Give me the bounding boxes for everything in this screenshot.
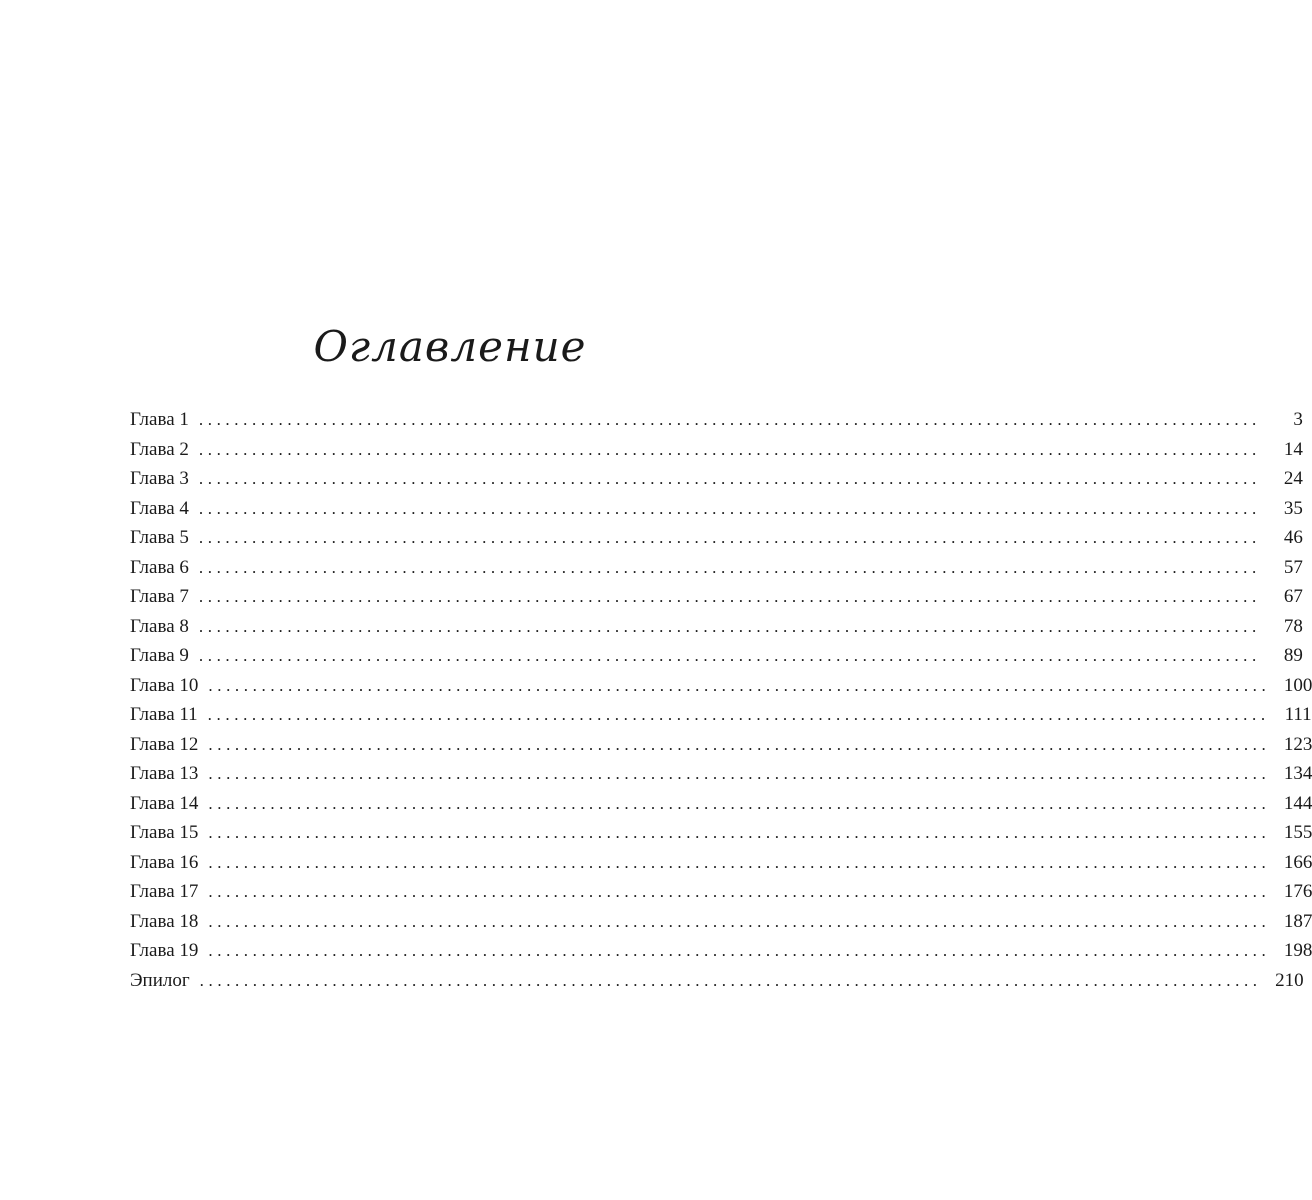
toc-entry-page: 155 xyxy=(1283,822,1312,843)
toc-entry-page: 14 xyxy=(1283,438,1303,460)
toc-leader-dots: ........................................................................................................................ xyxy=(198,439,1261,459)
toc-entry-page: 198 xyxy=(1283,940,1312,961)
toc-entry[interactable] xyxy=(130,966,1304,996)
toc-entry-label: Глава 4 xyxy=(130,497,189,519)
toc-entry-label: Глава 1 xyxy=(130,409,189,430)
toc-entry-label: Эпилог xyxy=(130,969,190,991)
toc-leader-dots: ........................................................................................................................ xyxy=(199,970,1262,990)
toc-leader-dots: ........................................................................................................................ xyxy=(198,528,1261,547)
toc-entry[interactable] xyxy=(130,759,1312,789)
toc-entry-page: 78 xyxy=(1283,615,1303,637)
toc-entry-page: 24 xyxy=(1283,468,1303,489)
toc-entry[interactable] xyxy=(130,435,1303,465)
toc-leader-dots: ........................................................................................................................ xyxy=(208,675,1271,695)
toc-entry-label: Глава 18 xyxy=(130,910,199,932)
toc-entry-label: Глава 16 xyxy=(130,851,199,873)
toc-entry-label: Глава 5 xyxy=(130,527,189,548)
toc-entry-page: 46 xyxy=(1283,527,1303,548)
toc-entry[interactable] xyxy=(130,700,1312,730)
toc-entry-label: Глава 3 xyxy=(130,468,189,489)
toc-entry[interactable] xyxy=(130,582,1303,612)
toc-entry-page: 166 xyxy=(1283,851,1312,873)
toc-entry[interactable] xyxy=(130,405,1303,435)
toc-leader-dots: ........................................................................................................................ xyxy=(198,469,1261,488)
toc-entry-page: 89 xyxy=(1283,645,1303,666)
toc-entry-page: 100 xyxy=(1283,674,1312,696)
toc-leader-dots: ........................................................................................................................ xyxy=(208,764,1271,783)
toc-entry[interactable] xyxy=(130,848,1312,878)
toc-leader-dots: ........................................................................................................................ xyxy=(207,705,1270,724)
toc-entry-label: Глава 10 xyxy=(130,674,199,696)
toc-entry-label: Глава 9 xyxy=(130,645,189,666)
toc-leader-dots: ........................................................................................................................ xyxy=(208,823,1271,842)
toc-entry[interactable] xyxy=(130,523,1303,553)
toc-entry-label: Глава 14 xyxy=(130,792,199,814)
toc-entry-page: 123 xyxy=(1283,733,1312,755)
toc-entry[interactable] xyxy=(130,789,1312,819)
toc-entry-page: 210 xyxy=(1275,969,1304,991)
toc-entry-page: 134 xyxy=(1283,763,1312,784)
toc-entry-label: Глава 7 xyxy=(130,586,189,607)
table-of-contents xyxy=(130,405,1312,995)
toc-leader-dots: ........................................................................................................................ xyxy=(208,882,1271,901)
toc-entry-page: 3 xyxy=(1293,409,1303,430)
toc-entry-label: Глава 2 xyxy=(130,438,189,460)
toc-entry[interactable] xyxy=(130,553,1303,583)
toc-entry-page: 35 xyxy=(1283,497,1303,519)
toc-entry-label: Глава 19 xyxy=(130,940,199,961)
toc-leader-dots: ........................................................................................................................ xyxy=(208,941,1271,960)
toc-entry-page: 57 xyxy=(1283,556,1303,578)
toc-entry[interactable] xyxy=(130,907,1312,937)
toc-entry[interactable] xyxy=(130,464,1303,494)
toc-leader-dots: ........................................................................................................................ xyxy=(198,616,1261,636)
toc-entry[interactable] xyxy=(130,877,1312,907)
toc-entry-label: Глава 17 xyxy=(130,881,199,902)
toc-entry[interactable] xyxy=(130,671,1312,701)
toc-entry[interactable] xyxy=(130,494,1303,524)
toc-entry[interactable] xyxy=(130,730,1312,760)
toc-entry-label: Глава 11 xyxy=(130,704,198,725)
toc-leader-dots: ........................................................................................................................ xyxy=(208,793,1271,813)
page-title: Оглавление xyxy=(313,322,587,371)
toc-leader-dots: ........................................................................................................................ xyxy=(208,734,1271,754)
toc-entry[interactable] xyxy=(130,612,1303,642)
toc-entry[interactable] xyxy=(130,936,1312,966)
toc-leader-dots: ........................................................................................................................ xyxy=(198,646,1261,665)
toc-entry-page: 67 xyxy=(1283,586,1303,607)
toc-entry-label: Глава 15 xyxy=(130,822,199,843)
toc-entry-page: 176 xyxy=(1283,881,1312,902)
toc-entry[interactable] xyxy=(130,641,1303,671)
toc-leader-dots: ........................................................................................................................ xyxy=(208,911,1271,931)
toc-leader-dots: ........................................................................................................................ xyxy=(198,587,1261,606)
toc-leader-dots: ........................................................................................................................ xyxy=(198,557,1261,577)
toc-entry[interactable] xyxy=(130,818,1312,848)
toc-leader-dots: ........................................................................................................................ xyxy=(208,852,1271,872)
toc-entry-label: Глава 8 xyxy=(130,615,189,637)
toc-entry-page: 144 xyxy=(1283,792,1312,814)
toc-entry-page: 111 xyxy=(1284,704,1312,725)
toc-entry-label: Глава 13 xyxy=(130,763,199,784)
toc-leader-dots: ........................................................................................................................ xyxy=(198,410,1261,429)
toc-entry-page: 187 xyxy=(1283,910,1312,932)
toc-leader-dots: ........................................................................................................................ xyxy=(198,498,1261,518)
toc-entry-label: Глава 12 xyxy=(130,733,199,755)
toc-entry-label: Глава 6 xyxy=(130,556,189,578)
